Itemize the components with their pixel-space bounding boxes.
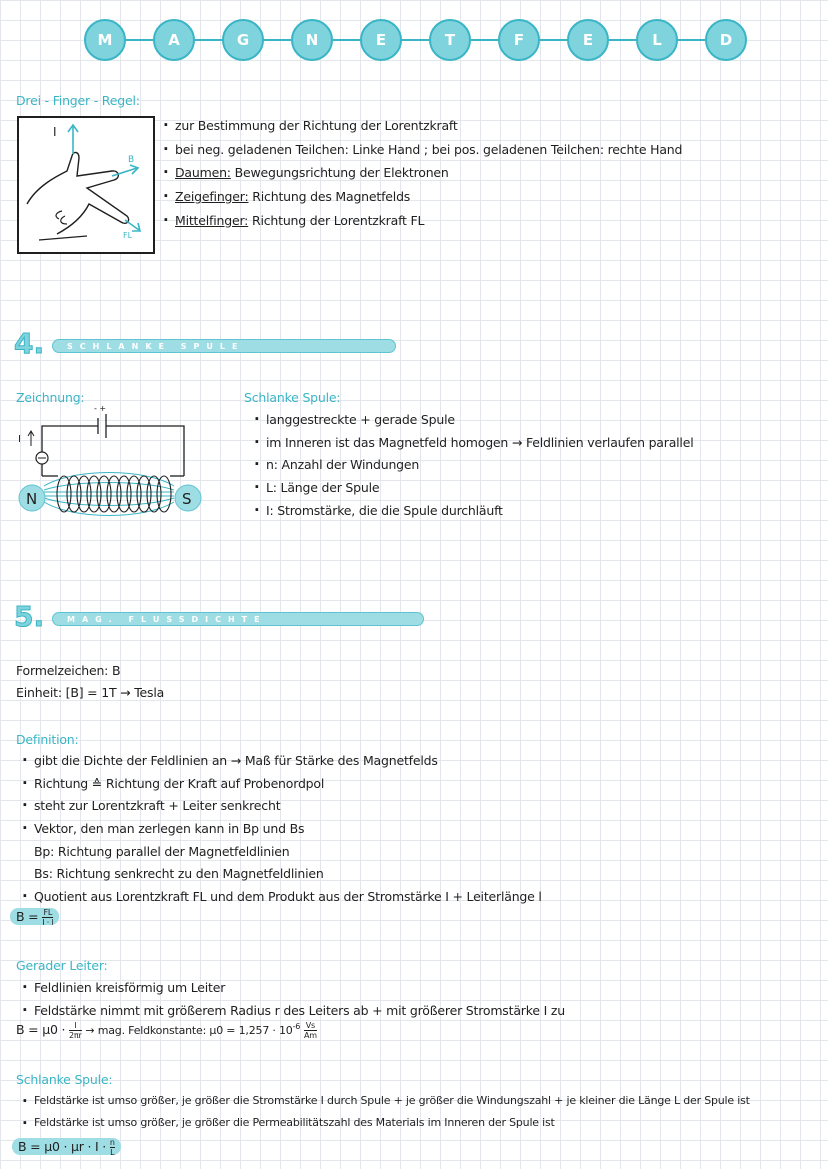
title-letter-circle: F <box>498 19 540 61</box>
title-letter-circle: D <box>705 19 747 61</box>
formula-numerator: FL <box>43 908 53 917</box>
schlanke-spule-heading-2: Schlanke Spule: <box>16 1072 113 1087</box>
list-item: · gibt die Dichte der Feldlinien an → Maß für Stärke des Magnetfelds <box>22 753 542 769</box>
mittelfinger-text: Richtung der Lorentzkraft FL <box>248 212 425 228</box>
formula-highlight <box>12 1138 121 1155</box>
formula-fraction <box>110 1138 115 1157</box>
gerader-leiter-bullets <box>22 980 565 1018</box>
gerader-leiter-heading: Gerader Leiter: <box>16 958 108 973</box>
list-item: · Feldlinien kreisförmig um Leiter <box>22 980 565 996</box>
title-connector-line <box>105 39 723 41</box>
hand-rule-figure <box>17 116 155 254</box>
title-letter-circle: E <box>567 19 609 61</box>
section-5-title: MAG. FLUSSDICHTE <box>52 612 424 626</box>
list-item: · steht zur Lorentzkraft + Leiter senkrecht <box>22 798 542 814</box>
drei-finger-bullets <box>163 118 682 228</box>
definition-bullets <box>22 753 542 904</box>
zeigefinger-label: Zeigefinger: <box>175 188 249 204</box>
formula-lhs: B = μ0 · μr · I · <box>18 1139 107 1154</box>
list-item: · bei neg. geladenen Teilchen: Linke Hand ; bei pos. geladenen Teilchen: rechte Hand <box>163 142 682 158</box>
list-item: · Quotient aus Lorentzkraft FL und dem Produkt aus der Stromstärke I + Leiterlänge l <box>22 889 542 905</box>
list-item: · Vektor, den man zerlegen kann in Bp und Bs <box>22 821 542 837</box>
coil-label-polarity: - + <box>94 404 107 413</box>
formula-b-lorentz <box>10 908 59 927</box>
title-letter-circle: M <box>84 19 126 61</box>
formula-denominator: L <box>110 1148 115 1157</box>
list-item: · I: Stromstärke, die die Spule durchläuft <box>254 503 693 519</box>
list-item: · langgestreckte + gerade Spule <box>254 412 693 428</box>
schlanke-spule-bullets <box>254 412 693 518</box>
list-item: Bp: Richtung parallel der Magnetfeldlinien <box>34 843 290 859</box>
formula-lhs: B = <box>16 909 39 924</box>
formula-fraction <box>69 1021 82 1040</box>
coil-label-i: I <box>18 434 21 445</box>
schlanke-spule-bullets-2 <box>22 1094 750 1130</box>
figure-label-b: B <box>128 155 135 165</box>
title-letter-circle: L <box>636 19 678 61</box>
formula-lhs: B = μ0 · <box>16 1022 66 1037</box>
section-4-title: SCHLANKE SPULE <box>52 339 396 353</box>
title-letter-circle: G <box>222 19 264 61</box>
drei-finger-heading: Drei - Finger - Regel: <box>16 93 140 108</box>
coil-diagram <box>14 402 204 524</box>
title-letter-circle: N <box>291 19 333 61</box>
einheit: Einheit: [B] = 1T → Tesla <box>16 685 165 700</box>
formula-exponent: -6 <box>292 1021 301 1031</box>
zeichnung-label: Zeichnung: <box>16 390 85 405</box>
section-5-number: 5. <box>14 600 45 633</box>
list-item: Bs: Richtung senkrecht zu den Magnetfeldlinien <box>34 866 324 882</box>
list-item: · Richtung ≙ Richtung der Kraft auf Probenordpol <box>22 776 542 792</box>
title-letter-circle: E <box>360 19 402 61</box>
formula-denominator: I · l <box>42 918 54 927</box>
list-item: · L: Länge der Spule <box>254 480 693 496</box>
list-item: · zur Bestimmung der Richtung der Lorentzkraft <box>163 118 682 134</box>
list-item: · n: Anzahl der Windungen <box>254 457 693 473</box>
coil-label-s: S <box>182 490 192 508</box>
title-letter-circle: T <box>429 19 471 61</box>
list-item: · im Inneren ist das Magnetfeld homogen → Feldlinien verlaufen parallel <box>254 435 693 451</box>
coil-label-n: N <box>26 490 38 508</box>
formula-b-gerader-leiter <box>16 1021 317 1040</box>
mittelfinger-label: Mittelfinger: <box>175 212 249 228</box>
formula-b-spule <box>12 1138 121 1157</box>
title-letter-circle: A <box>153 19 195 61</box>
formula-unit-denominator: Am <box>303 1031 317 1040</box>
list-item: · Feldstärke nimmt mit größerem Radius r des Leiters ab + mit größerer Stromstärke I zu <box>22 1003 565 1019</box>
formula-numerator: I <box>69 1021 82 1031</box>
figure-label-fl: FL <box>123 231 133 240</box>
daumen-label: Daumen: <box>175 165 231 181</box>
zeigefinger-text: Richtung des Magnetfelds <box>248 188 411 204</box>
formula-constant: → mag. Feldkonstante: μ0 = 1,257 · 10 <box>85 1024 293 1037</box>
list-item <box>163 189 682 205</box>
figure-label-i: I <box>53 125 57 139</box>
list-item <box>163 165 682 181</box>
list-item: · Feldstärke ist umso größer, je größer die Stromstärke I durch Spule + je größer die Windungszahl + je kleiner die Länge L der Spule ist <box>22 1094 750 1108</box>
formula-highlight <box>10 908 59 925</box>
formula-unit-numerator: Vs <box>305 1021 316 1030</box>
list-item: · Feldstärke ist umso größer, je größer die Permeabilitätszahl des Materials im Inneren der Spule ist <box>22 1116 750 1130</box>
daumen-text: Bewegungsrichtung der Elektronen <box>230 165 449 181</box>
formelzeichen: Formelzeichen: B <box>16 663 121 678</box>
formula-fraction <box>42 908 53 927</box>
definition-heading: Definition: <box>16 732 79 747</box>
section-4-number: 4. <box>14 327 45 360</box>
formula-denominator: 2πr <box>69 1031 82 1040</box>
schlanke-spule-heading: Schlanke Spule: <box>244 390 341 405</box>
formula-unit <box>304 1021 317 1040</box>
list-item <box>163 213 682 229</box>
formula-numerator: n <box>109 1138 115 1147</box>
